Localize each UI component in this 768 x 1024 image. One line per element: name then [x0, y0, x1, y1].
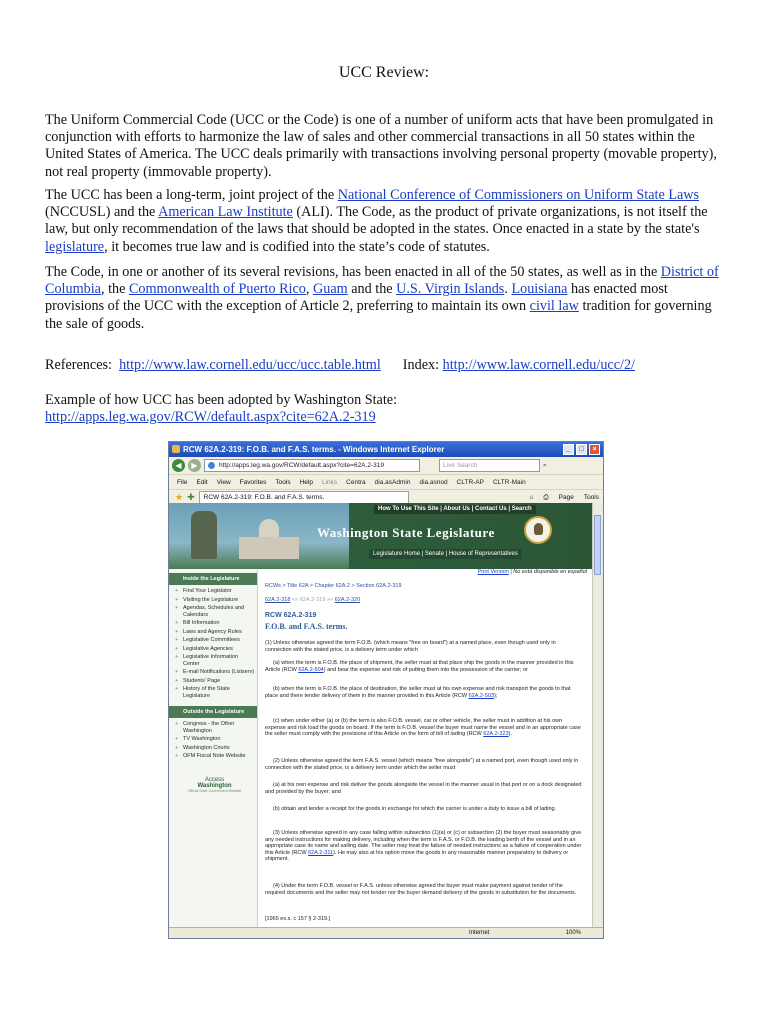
text-run: (b) when the term is F.O.B. the place of destination, the seller must at his own expense and risk transport the goods to that place and there tender delivery of them in the manner provided in this Article (RCW [265, 686, 571, 699]
paragraph-history [45, 187, 725, 256]
site-name: Washington State Legislature [317, 525, 495, 540]
security-zone: Internet [469, 930, 490, 936]
text-run: (c) when under either (a) or (b) the term is also F.O.B. vessel, car or other vehicle, the seller must in addition at his own expense and risk load the goods on board. If the term is F.O.B. vessel the buyer must name the vessel and in an appropriate case the seller must comply with the provisions of this Article on the form of bill of lading (RCW [265, 718, 581, 738]
scroll-thumb[interactable] [594, 515, 601, 575]
text-run: The UCC has been a long-term, joint project of the [45, 187, 338, 203]
print-line: Print Version | No está disponible en español [477, 569, 587, 575]
sidebar-heading: Inside the Legislature [169, 573, 257, 585]
link-nccusl[interactable]: National Conference of Commissioners on Uniform State Laws [337, 187, 700, 203]
text-run: and the [347, 281, 397, 298]
search-icon[interactable]: ⌕ [543, 461, 547, 469]
statute-text: (1) Unless otherwise agreed the term F.O.B. (which means "free on board") at a named place, even though used only in connection with the stated price, is a delivery term under which [265, 640, 556, 653]
access-washington-logo[interactable] [187, 777, 242, 793]
menu-file[interactable]: File [177, 478, 188, 486]
link-puerto-rico[interactable]: Commonwealth of Puerto Rico [128, 281, 306, 298]
state-seal-icon [524, 516, 552, 544]
sidebar-item[interactable]: + Legislative Agencies [169, 645, 257, 654]
section-title: F.O.B. and F.A.S. terms. [265, 622, 348, 631]
link-button[interactable]: CLTR-Main [492, 478, 526, 486]
sidebar-heading: Outside the Legislature [169, 706, 257, 718]
example-block [45, 392, 725, 426]
current-section: << 62A.2-319 >> [291, 597, 334, 603]
vertical-scrollbar[interactable] [592, 503, 603, 928]
link-civil-law[interactable]: civil law [529, 298, 579, 315]
favorites-star-icon[interactable]: ★ [175, 492, 184, 502]
home-icon[interactable]: ⌂ [529, 493, 534, 501]
text-run: (NCCUSL) and the [45, 204, 159, 221]
links-label: Links [321, 478, 338, 486]
embedded-browser-screenshot [168, 441, 604, 939]
address-input[interactable]: http://apps.leg.wa.gov/RCW/default.aspx?cite=62A.2-319 [204, 459, 420, 472]
link-button[interactable]: dia.asnod [419, 478, 448, 486]
text-run: has enacted most provisions of the UCC with the exception of Article 2, preferring to maintain its own [45, 281, 668, 315]
text-run: , it becomes true law and is codified into the state’s code of statutes. [104, 238, 490, 255]
link-rcw-example[interactable]: http://apps.leg.wa.gov/RCW/default.aspx?cite=62A.2-319 [45, 409, 376, 426]
prev-section-link[interactable]: 62A.2-318 [265, 597, 291, 603]
statute-text: (4) Under the term F.O.B. vessel or F.A.S. unless otherwise agreed the buyer must make payment against tender of the required documents and the seller may not tender nor the buyer demand delivery of the goods in substitution for the documents. [265, 883, 577, 896]
minimize-icon[interactable]: _ [563, 444, 574, 455]
site-banner [169, 503, 593, 569]
references-line [45, 357, 725, 374]
next-section-link[interactable]: 62A.2-320 [334, 597, 361, 603]
command-bar [529, 494, 603, 502]
section-nav [265, 597, 360, 603]
status-bar [169, 927, 603, 938]
menu-help[interactable]: Help [299, 478, 313, 486]
back-icon[interactable]: ◀ [172, 459, 185, 472]
statute-text [265, 660, 583, 673]
link-legislature[interactable]: legislature [45, 238, 105, 255]
sidebar-item[interactable]: + Legislative Committees [169, 636, 257, 645]
text-run: ). [508, 731, 513, 738]
site-top-links[interactable]: How To Use This Site | About Us | Contact Us | Search [374, 505, 536, 514]
rcw-link[interactable]: 62A.2-323 [483, 731, 509, 738]
text-run: ); [494, 692, 498, 699]
zoom-level[interactable]: 100% [565, 930, 581, 936]
access-logo-line: Washington [197, 782, 232, 789]
rcw-link[interactable]: 62A.2-503 [468, 692, 494, 699]
menu-tools[interactable]: Tools [275, 478, 291, 486]
text-run: tradition for governing the sale of goods. [45, 298, 712, 332]
statue-image [191, 511, 217, 559]
text-run: ) and bear the expense and risk of putting them into the possession of the carrier; or [323, 666, 528, 673]
maximize-icon[interactable]: □ [576, 444, 587, 455]
sidebar-item[interactable]: + History of the State Legislature [169, 685, 257, 700]
text-run: ). He may also at his option move the goods in any reasonable manner preparatory to delivery or shipment. [265, 849, 569, 863]
link-button[interactable]: CLTR-AP [456, 478, 484, 486]
statute-text: (a) at his own expense and risk deliver the goods alongside the vessel in the manner usual in that port or on a dock designated and provided by the buyer; and [265, 782, 582, 795]
menu-edit[interactable]: Edit [196, 478, 208, 486]
paragraph-adoption [45, 264, 725, 333]
text-run: The Code, in one or another of its several revisions, has been enacted in all of the 50 states, as well as in the [45, 264, 661, 280]
sidebar-item[interactable]: + Washington Courts [169, 744, 257, 753]
sidebar-item[interactable]: + Bill Information [169, 619, 257, 628]
statute-text [265, 718, 583, 738]
section-id: RCW 62A.2-319 [265, 612, 317, 619]
window-controls [563, 444, 600, 455]
link-louisiana[interactable]: Louisiana [511, 281, 568, 298]
statute-text [265, 830, 583, 863]
text-run: (a) when the term is F.O.B. the place of shipment, the seller must at that place ship the goods in the manner provided in this Article (RCW [265, 660, 574, 673]
link-button[interactable]: dia.asAdmin [374, 478, 411, 486]
statute-text: (2) Unless otherwise agreed the term F.A.S. vessel (which means "free alongside") at a named port, even though used only in connection with the stated price, is a delivery term under which the seller must [265, 758, 579, 771]
close-icon[interactable]: × [589, 444, 600, 455]
statute-text [265, 686, 583, 699]
link-ucc-index[interactable]: http://www.law.cornell.edu/ucc/2/ [442, 357, 635, 373]
site-sidebar [169, 569, 258, 928]
link-guam[interactable]: Guam [312, 281, 348, 298]
sidebar-item[interactable]: + Legislative Information Center [169, 653, 257, 668]
capitol-image [239, 519, 299, 559]
sidebar-item[interactable]: + E-mail Notifications (Listserv) [169, 668, 257, 677]
text-run: . [504, 281, 512, 298]
text-run: (3) Unless otherwise agreed in any case falling within subsection (1)(a) or (c) or subsection (2) the buyer must seasonably give any needed instructions for making delivery, including when the term is F.A.S. or F.O.B. the loading berth of the vessel and in an appropriate case its name and sailing date. The seller may treat the failure of needed instructions as a failure of cooperation under this Article (RCW [265, 830, 582, 856]
statute-text: (b) obtain and tender a receipt for the goods in exchange for which the carrier is under a duty to issue a bill of lading. [273, 806, 557, 812]
access-logo-line: Official State Government Website [187, 788, 242, 793]
link-ucc-table[interactable]: http://www.law.cornell.edu/ucc/ucc.table.html [119, 357, 381, 373]
link-button[interactable]: Centra [346, 478, 366, 486]
link-ali[interactable]: American Law Institute [158, 204, 293, 221]
references-label: References: [45, 357, 112, 373]
sidebar-item[interactable]: + Laws and Agency Rules [169, 628, 257, 637]
sidebar-item[interactable]: + OFM Fiscal Note Website [169, 752, 257, 761]
access-logo-line: Access [204, 776, 225, 783]
statute-history: [1965 ex.s. c 157 § 2-319.] [265, 916, 331, 922]
rcw-link[interactable]: 62A.2-504 [298, 666, 324, 673]
text-run: , [305, 281, 313, 298]
search-input[interactable]: Live Search [439, 459, 540, 472]
menu-favorites[interactable]: Favorites [239, 478, 267, 486]
text-run: , the [100, 281, 129, 298]
window-title: RCW 62A.2-319: F.O.B. and F.A.S. terms. - Windows Internet Explorer [183, 445, 445, 454]
sidebar-item[interactable]: + TV Washington [169, 735, 257, 744]
forward-icon[interactable]: ▶ [188, 459, 201, 472]
tools-menu[interactable]: Tools [583, 493, 599, 501]
site-subnav[interactable]: Legislature Home | Senate | House of Representatives [369, 549, 522, 559]
add-favorite-icon[interactable]: ✚ [187, 492, 195, 502]
address-toolbar [169, 457, 603, 474]
ie-icon [172, 445, 180, 453]
sidebar-item[interactable]: + Agendas, Schedules and Calendars [169, 604, 257, 619]
sidebar-list-outside [169, 720, 257, 761]
sidebar-item[interactable]: + Find Your Legislator [169, 587, 257, 596]
text-run: (ALI). The Code, as the product of private organizations, is not itself the law, but only recommendation of the laws that should be adopted in the states. Once enacted in a state by the state's [45, 204, 708, 238]
spanish-note: No está disponible en español [513, 569, 587, 575]
browser-tab[interactable]: RCW 62A.2-319: F.O.B. and F.A.S. terms. [199, 491, 409, 504]
index-label: Index: [402, 357, 440, 373]
web-content [169, 503, 593, 928]
rcw-link[interactable]: 62A.2-311 [308, 849, 334, 856]
print-icon[interactable]: ⎙ [543, 493, 549, 501]
menu-bar [169, 474, 603, 489]
sidebar-item[interactable]: + Students' Page [169, 677, 257, 686]
link-district-of-columbia[interactable]: District of Columbia [45, 264, 719, 298]
print-version-link[interactable]: Print Version [477, 569, 509, 575]
link-virgin-islands[interactable]: U.S. Virgin Islands [396, 281, 505, 298]
sidebar-item[interactable]: + Congress - the Other Washington [169, 720, 257, 735]
example-text: Example of how UCC has been adopted by Washington State: [45, 392, 398, 408]
sidebar-item[interactable]: + Visiting the Legislature [169, 596, 257, 605]
breadcrumb[interactable]: RCWs > Title 62A > Chapter 62A.2 > Section 62A.2-319 [265, 583, 402, 589]
window-titlebar [169, 442, 603, 457]
page-menu[interactable]: Page [558, 493, 574, 501]
page-title: UCC Review: [338, 64, 430, 81]
menu-view[interactable]: View [216, 478, 231, 486]
sidebar-list-inside [169, 587, 257, 700]
paragraph-intro: The Uniform Commercial Code (UCC or the Code) is one of a number of uniform acts that have been promulgated in conjunction with efforts to harmonize the law of sales and other commercial transactions in all 50 states within the United States of America. The UCC deals primarily with transactions involving personal property (movable property), not real property (immovable property). [45, 112, 717, 180]
